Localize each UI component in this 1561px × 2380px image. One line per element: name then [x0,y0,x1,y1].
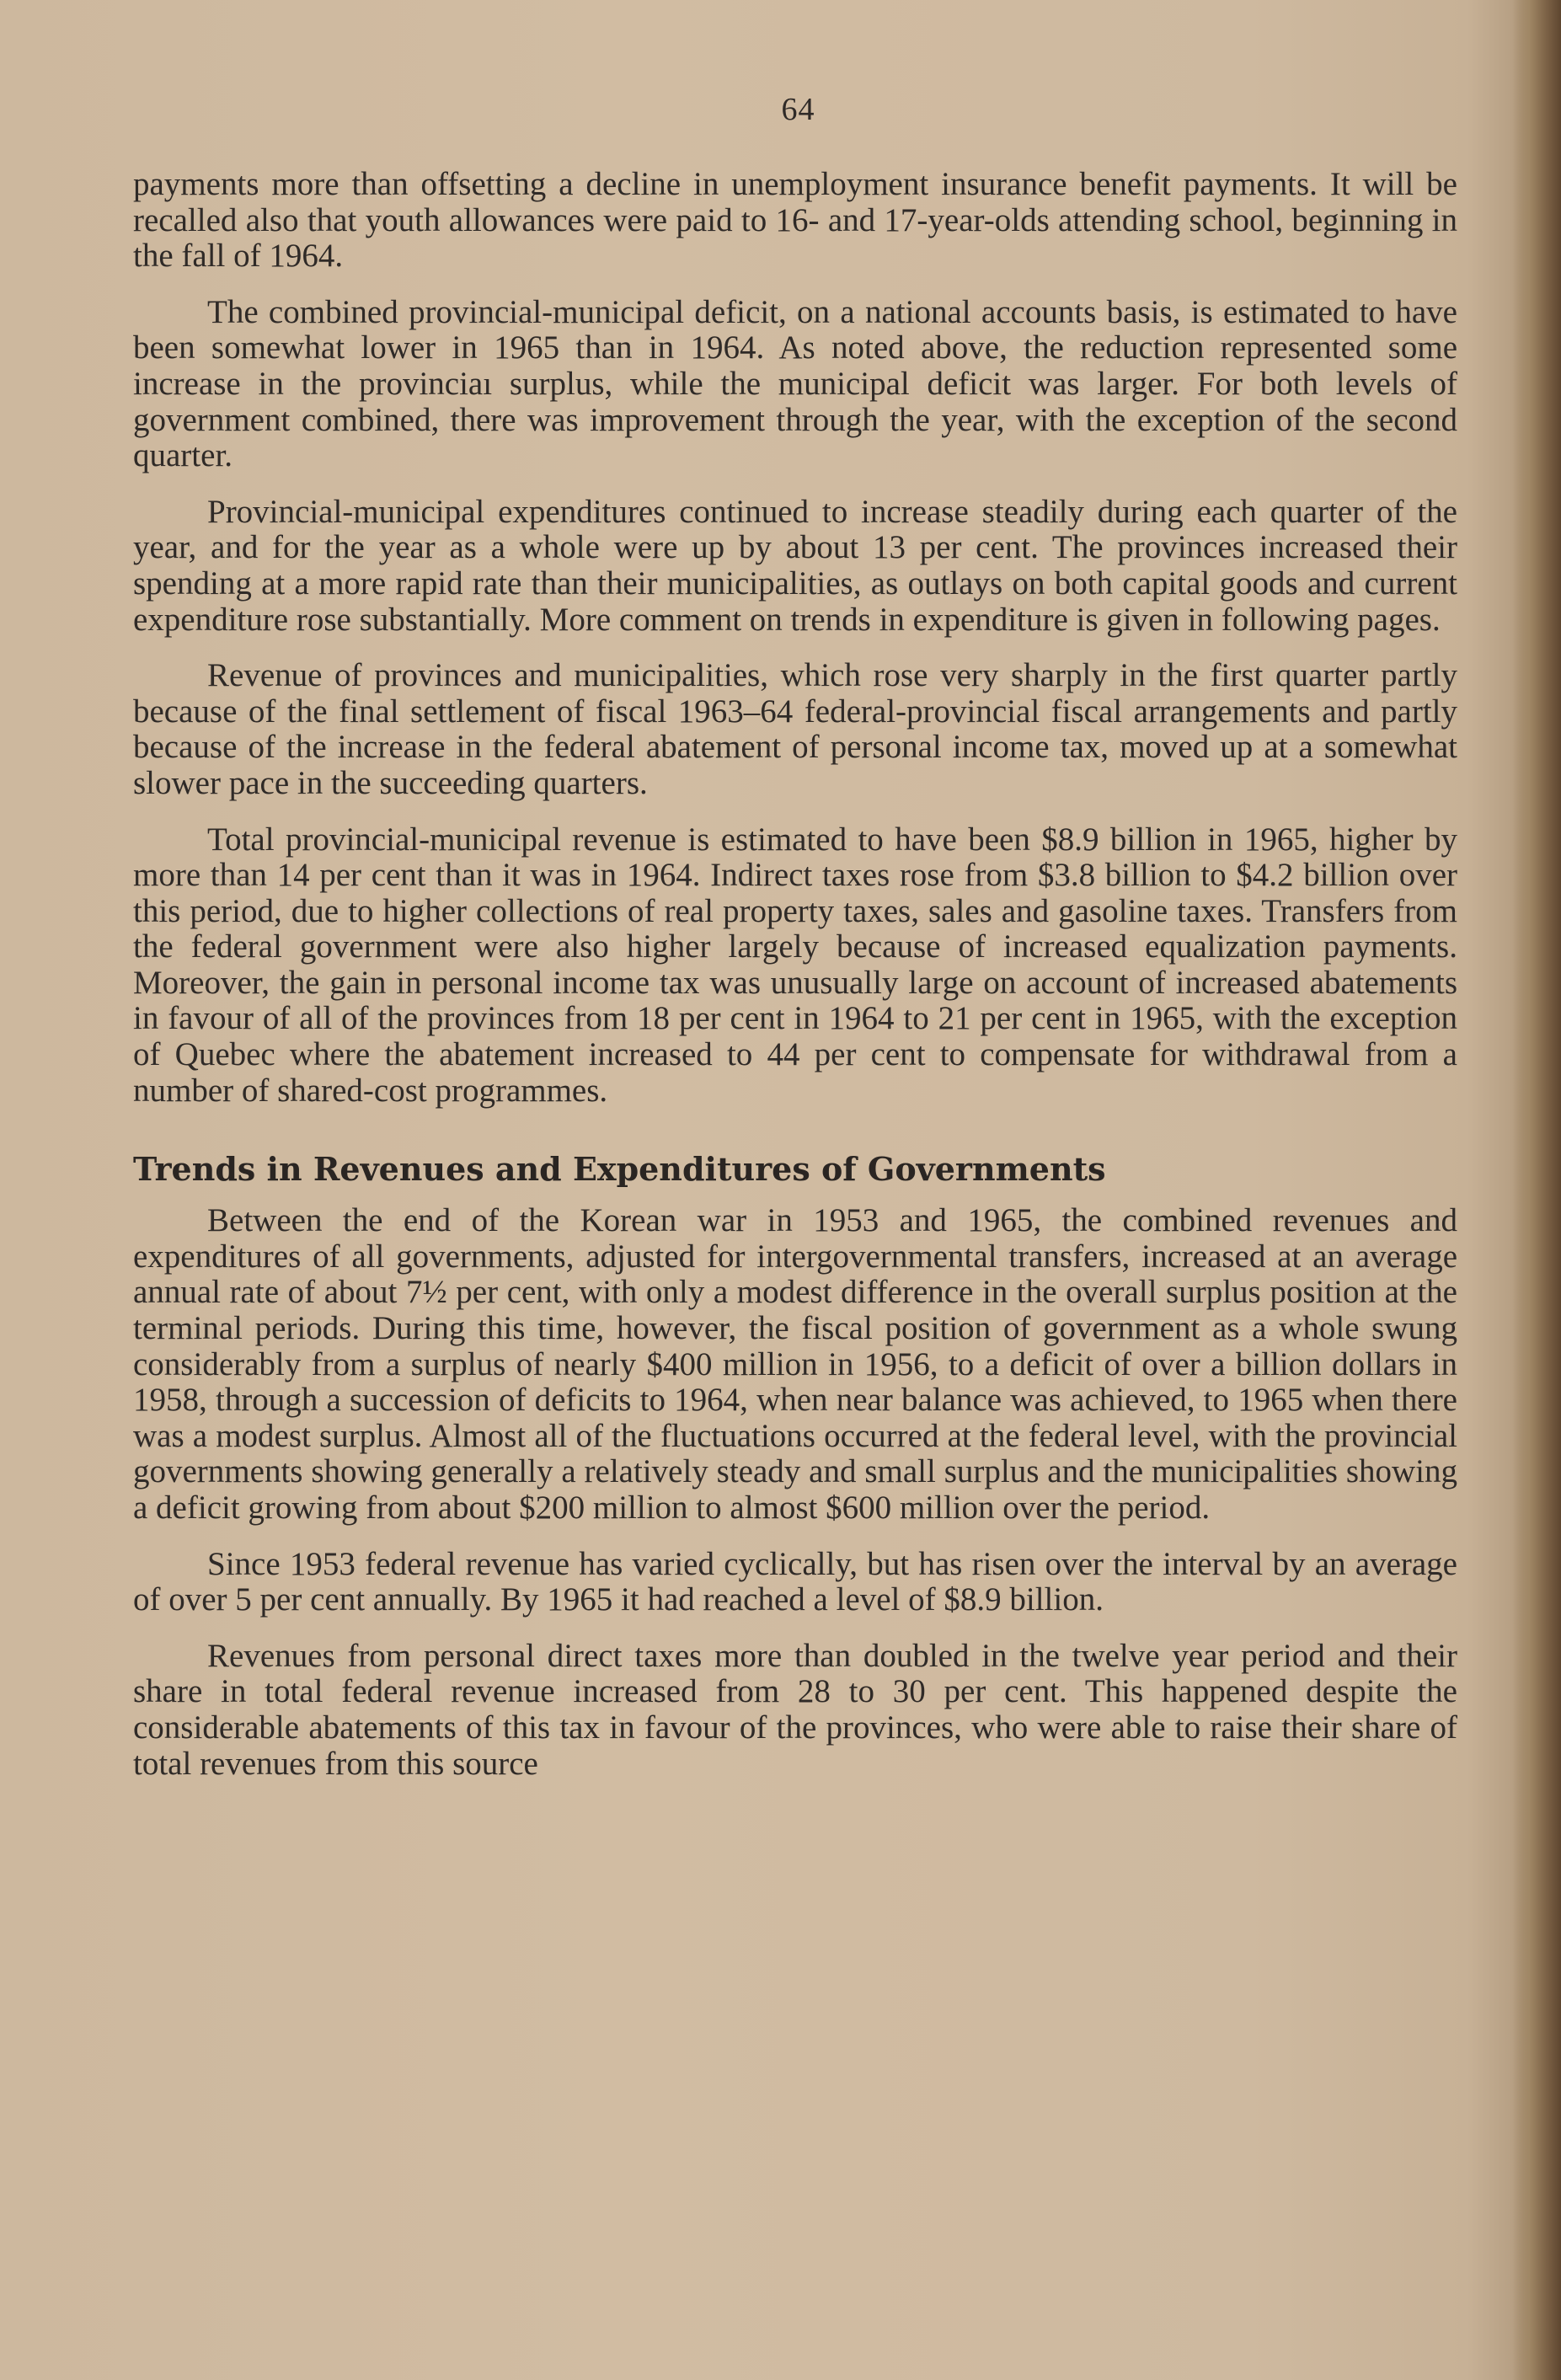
page-body [133,167,1457,1802]
paragraph-provincial-municipal-deficit: The combined provincial-municipal deficit, on a national accounts basis, is estimated to have been somewhat lower in 1965 than in 1964. As noted above, the reduction represented some increase in the provinciaı surplus, while the municipal deficit was larger. For both levels of government combined, there was improvement through the year, with the exception of the second quarter. [133,293,1457,474]
paragraph-korean-war-trends: Between the end of the Korean war in 1953 and 1965, the combined revenues and expenditures of all governments, adjusted for intergovernmental transfers, increased at an average annual rate of about 7½ per cent, with only a modest difference in the overall surplus position at the terminal periods. During this time, however, the fiscal position of government as a whole swung considerably from a surplus of nearly $400 million in 1956, to a deficit of over a billion dollars in 1958, through a succession of deficits to 1964, when near balance was achieved, to 1965 when there was a modest surplus. Almost all of the fluctuations occurred at the federal level, with the provincial governments showing generally a relatively steady and small surplus and the municipalities showing a deficit growing from about $200 million to almost $600 million over the period. [133,1202,1457,1526]
page-number: 64 [781,92,815,127]
paragraph-federal-revenue: Since 1953 federal revenue has varied cyclically, but has risen over the interval by an average of over 5 per cent annually. By 1965 it had reached a level of $8.9 billion. [133,1545,1457,1618]
paragraph-provincial-municipal-expenditures: Provincial-municipal expenditures continued to increase steadily during each quarter of the year, and for the year as a whole were up by about 13 per cent. The provinces increased their spending at a more rapid rate than their municipalities, as outlays on both capital goods and current expenditure rose substantially. More comment on trends in expenditure is given in following pages. [133,493,1457,638]
paragraph-revenue-provinces-municipalities: Revenue of provinces and municipalities, which rose very sharply in the first quarter partly because of the final settlement of fiscal 1963–64 federal-provincial fiscal arrangements and partly because of the increase in the federal abatement of personal income tax, moved up at a somewhat slower pace in the succeeding quarters. [133,657,1457,801]
paragraph-total-revenue: Total provincial-municipal revenue is estimated to have been $8.9 billion in 1965, higher by more than 14 per cent than it was in 1964. Indirect taxes rose from $3.8 billion to $4.2 billion over this period, due to higher collections of real property taxes, sales and gasoline taxes. Transfers from the federal government were also higher largely because of increased equalization payments. Moreover, the gain in personal income tax was unusually large on account of increased abatements in favour of all of the provinces from 18 per cent in 1964 to 21 per cent in 1965, with the exception of Quebec where the abatement increased to 44 per cent to compensate for withdrawal from a number of shared-cost programmes. [133,821,1457,1109]
section-heading: Trends in Revenues and Expenditures of Governments [133,1150,1106,1189]
book-spine-edge [1512,0,1561,2380]
paragraph-personal-direct-taxes: Revenues from personal direct taxes more than doubled in the twelve year period and their share in total federal revenue increased from 28 to 30 per cent. This happened despite the considerable abatements of this tax in favour of the provinces, who were able to raise their share of total revenues from this source [133,1637,1457,1782]
paragraph-continued: payments more than offsetting a decline in unemployment insurance benefit payments. It will be recalled also that youth allowances were paid to 16- and 17-year-olds attending school, beginning in the fall of 1964. [133,166,1457,275]
